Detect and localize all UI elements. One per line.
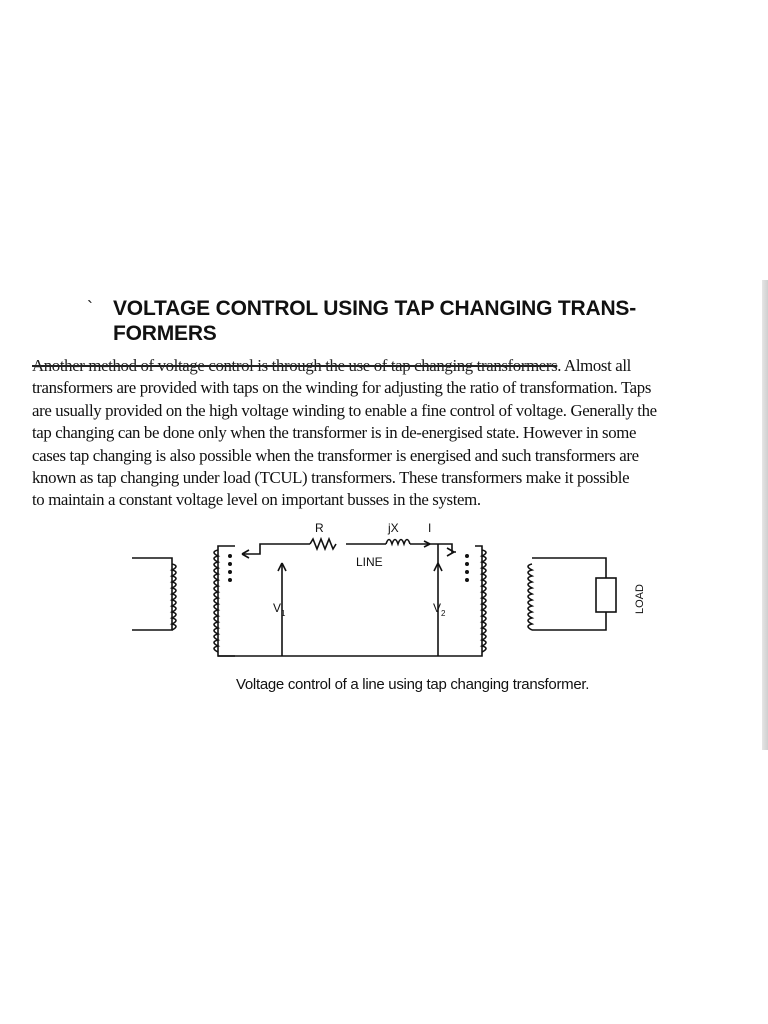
section-heading [113, 296, 713, 346]
heading-line-2: FORMERS [113, 322, 217, 345]
figure-caption: Voltage control of a line using tap changing transformer. [236, 676, 590, 693]
sending-coil-frame [218, 546, 235, 656]
paragraph-line-3: are usually provided on the high voltage winding to enable a fine control of voltage. Generally the [32, 400, 657, 420]
section-mark: ` [87, 298, 93, 318]
sending-tap-lead [242, 544, 282, 554]
reactance-jx [386, 540, 410, 545]
label-line: LINE [356, 555, 383, 569]
label-jx: jX [388, 521, 399, 535]
resistor-r [310, 539, 336, 549]
label-v2: V [433, 601, 442, 615]
tap-dots [228, 554, 469, 582]
receiving-tap-arrow [447, 548, 454, 556]
paragraph-line-4: tap changing can be done only when the transformer is in de-energised state. However in some [32, 423, 637, 443]
label-v2-sub: 2 [441, 609, 446, 618]
circuit-diagram [120, 518, 660, 673]
paragraph-line-6: known as tap changing under load (TCUL) transformers. These transformers make it possible [32, 468, 630, 488]
body-paragraph [32, 355, 740, 512]
label-v1-sub: 1 [281, 609, 286, 618]
label-r: R [315, 521, 324, 535]
load-bottom-wire [532, 612, 606, 630]
label-v1: V [273, 601, 282, 615]
load-box [596, 578, 616, 612]
struck-sentence: Another method of voltage control is through the use of tap changing transformers [32, 356, 558, 375]
paragraph-line-1-rest: . Almost all [557, 356, 631, 375]
paragraph-line-7: to maintain a constant voltage level on important busses in the system. [32, 490, 481, 510]
heading-line-1: VOLTAGE CONTROL USING TAP CHANGING TRANS- [113, 297, 637, 320]
circuit-diagram-svg [120, 518, 660, 668]
paragraph-line-5: cases tap changing is also possible when the transformer is energised and such transformers are [32, 445, 639, 465]
source-bracket [132, 558, 172, 630]
receiving-coil-frame [456, 546, 482, 656]
label-i: I [428, 521, 432, 535]
load-side-coil [528, 564, 532, 630]
paragraph-line-1 [32, 355, 740, 377]
load-top-wire [532, 558, 606, 578]
label-load: LOAD [634, 584, 646, 614]
page-edge-shadow [762, 280, 768, 750]
paragraph-line-2: transformers are provided with taps on the winding for adjusting the ratio of transformation. Taps [32, 378, 651, 398]
